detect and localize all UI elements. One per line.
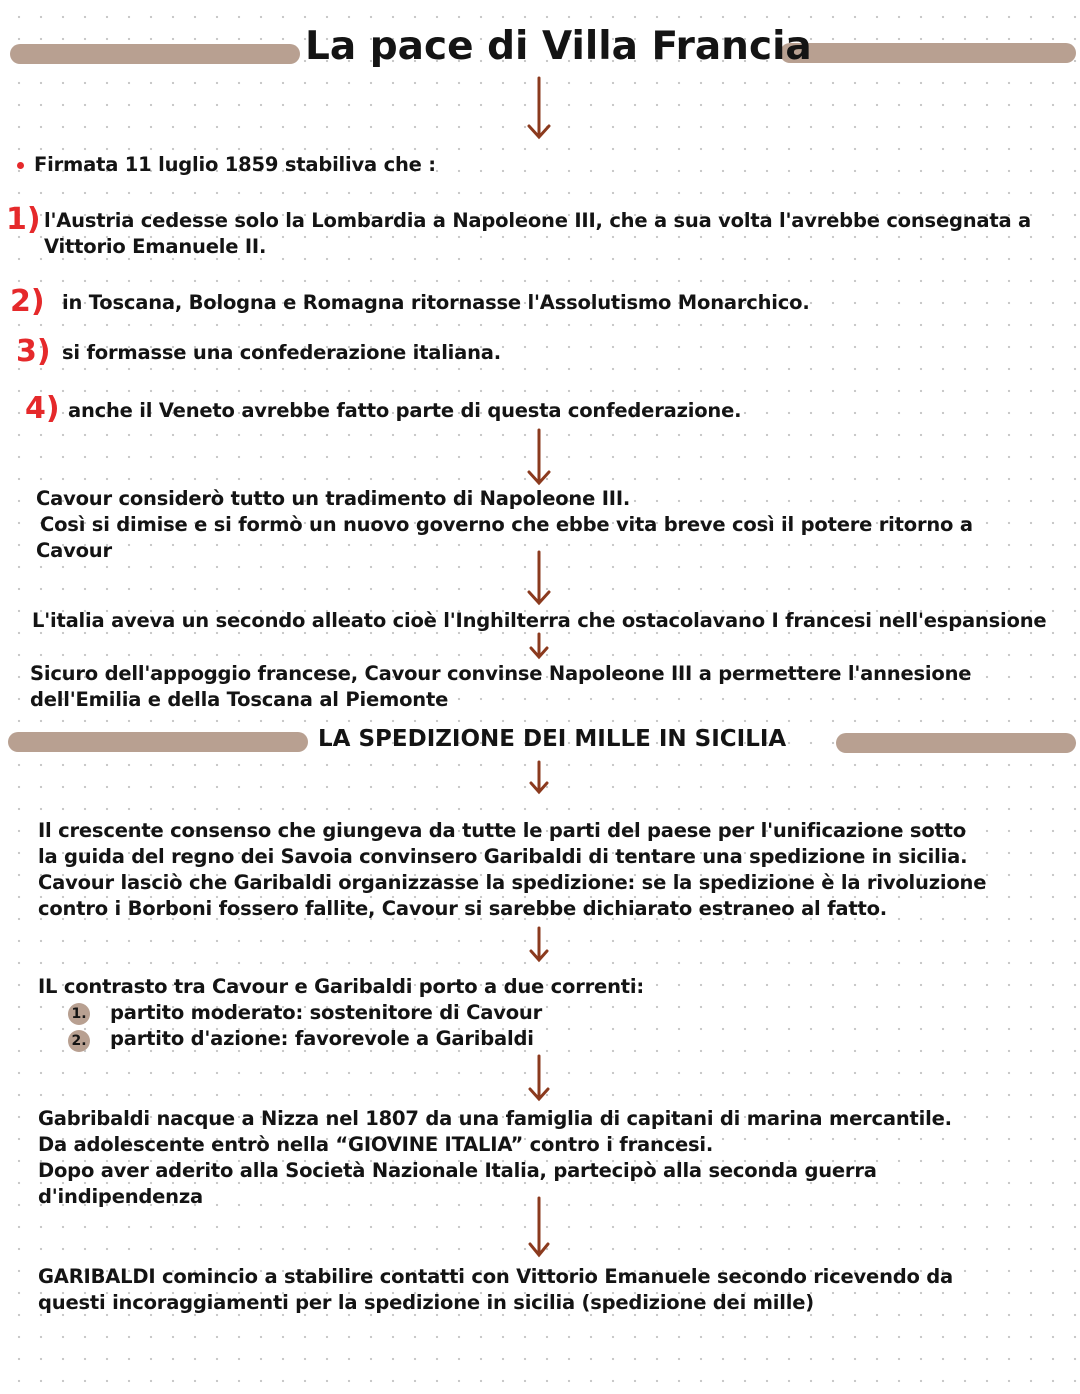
annessione-text: Sicuro dell'appoggio francese, Cavour convinse Napoleone III a permettere l'annesione <box>30 662 972 685</box>
treaty-intro: Firmata 11 luglio 1859 stabiliva che : <box>34 153 436 176</box>
annessione-text: dell'Emilia e della Toscana al Piemonte <box>30 688 449 711</box>
item-text: si formasse una confederazione italiana. <box>62 341 501 364</box>
arrow-down-icon <box>524 76 554 142</box>
cavour-paragraph: Cavour considerò tutto un tradimento di Napoleone III. <box>36 487 631 510</box>
item-number: 2) <box>10 284 45 319</box>
item-text: in Toscana, Bologna e Romagna ritornasse l'Assolutismo Monarchico. <box>62 291 810 314</box>
consenso-paragraph: contro i Borboni fossero fallite, Cavour si sarebbe dichiarato estraneo al fatto. <box>38 897 888 920</box>
header-bar-right <box>780 43 1076 63</box>
arrow-down-icon <box>524 760 554 796</box>
garibaldi-bio: Da adolescente entrò nella “GIOVINE ITALIA” contro i francesi. <box>38 1133 714 1156</box>
cavour-paragraph: Cavour <box>36 539 112 562</box>
alleato-text: L'italia aveva un secondo alleato cioè l'Inghilterra che ostacolavano I francesi nell'espansione <box>32 609 1047 632</box>
header-bar-left <box>8 732 308 752</box>
arrow-down-icon <box>524 550 554 608</box>
garibaldi-bio: d'indipendenza <box>38 1185 203 1208</box>
party-item: partito moderato: sostenitore di Cavour <box>110 1001 543 1024</box>
item-text: anche il Veneto avrebbe fatto parte di questa confederazione. <box>68 399 742 422</box>
header-bar-left <box>10 44 300 64</box>
arrow-down-icon <box>524 1054 554 1104</box>
bullet-dot <box>17 162 24 169</box>
list-number-badge: 1. <box>68 1003 90 1025</box>
item-text: Vittorio Emanuele II. <box>44 235 267 258</box>
item-number: 1) <box>6 202 41 237</box>
arrow-down-icon <box>524 632 554 660</box>
header-bar-right <box>836 733 1076 753</box>
garibaldi-bio: Gabribaldi nacque a Nizza nel 1807 da una famiglia di capitani di marina mercantile. <box>38 1107 952 1130</box>
arrow-down-icon <box>524 926 554 964</box>
arrow-down-icon <box>524 428 554 488</box>
page-title: La pace di Villa Francia <box>305 24 812 69</box>
final-paragraph: GARIBALDI comincio a stabilire contatti con Vittorio Emanuele secondo ricevendo da <box>38 1265 954 1288</box>
list-number-badge: 2. <box>68 1030 90 1052</box>
arrow-down-icon <box>524 1196 554 1260</box>
party-item: partito d'azione: favorevole a Garibaldi <box>110 1027 534 1050</box>
item-number: 4) <box>25 391 60 426</box>
section-title: LA SPEDIZIONE DEI MILLE IN SICILIA <box>318 726 787 752</box>
consenso-paragraph: Cavour lasciò che Garibaldi organizzasse la spedizione: se la spedizione è la rivoluzione <box>38 871 987 894</box>
item-text: l'Austria cedesse solo la Lombardia a Napoleone III, che a sua volta l'avrebbe consegnata a <box>44 209 1032 232</box>
garibaldi-bio: Dopo aver aderito alla Società Nazionale Italia, partecipò alla seconda guerra <box>38 1159 877 1182</box>
consenso-paragraph: Il crescente consenso che giungeva da tutte le parti del paese per l'unificazione sotto <box>38 819 966 842</box>
final-paragraph: questi incoraggiamenti per la spedizione in sicilia (spedizione dei mille) <box>38 1291 814 1314</box>
consenso-paragraph: la guida del regno dei Savoia convinsero Garibaldi di tentare una spedizione in sicilia. <box>38 845 968 868</box>
cavour-paragraph: Così si dimise e si formò un nuovo governo che ebbe vita breve così il potere ritorno a <box>40 513 973 536</box>
item-number: 3) <box>16 334 51 369</box>
contrasto-text: IL contrasto tra Cavour e Garibaldi porto a due correnti: <box>38 975 644 998</box>
